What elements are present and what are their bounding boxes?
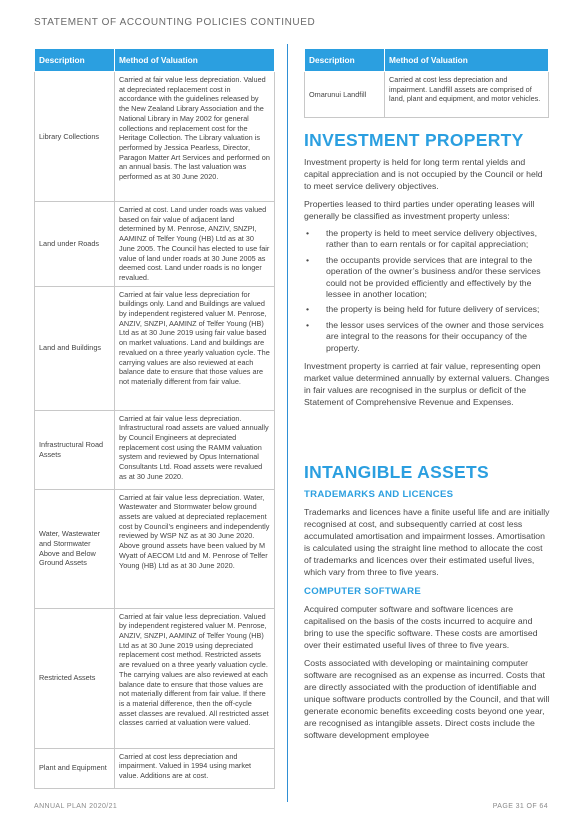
row-method: Carried at cost less depreciation and impairment. Valued in 1994 using market value. Additions are at cost. — [115, 748, 275, 788]
valuation-table-left — [34, 48, 275, 789]
table-row — [35, 608, 275, 748]
bullet-icon: • — [306, 304, 310, 315]
row-method: Carried at fair value less depreciation for buildings only. Land and Buildings are valued by independent registered valuer M. Penrose, ANZIV, SNZPI, AAMINZ of Telfer Young (HB) Ltd as at 30 June 2019 using fair value based on market valuations. Land and buildings are revalued on a three yearly valuation cycle. The carrying values are also reviewed at each balance date to ensure that those values are not materially different from fair value. — [115, 286, 275, 410]
footer-document-title: ANNUAL PLAN 2020/21 — [34, 803, 118, 810]
bullet-icon: • — [306, 254, 310, 265]
row-description: Plant and Equipment — [35, 748, 115, 788]
page-header: STATEMENT OF ACCOUNTING POLICIES CONTINUED — [34, 17, 316, 28]
trademarks-heading: TRADEMARKS AND LICENCES — [304, 489, 454, 500]
table-row — [35, 72, 275, 202]
list-item: • the lessor uses services of the owner and those services are integral to the reasons for their occupancy of the property. — [306, 319, 544, 353]
investment-property-bullet-list — [304, 228, 550, 354]
investment-property-heading: INVESTMENT PROPERTY — [304, 130, 524, 150]
column-header-description: Description — [35, 49, 115, 72]
intangible-assets-section — [304, 462, 550, 747]
intangible-assets-heading: INTANGIBLE ASSETS — [304, 462, 489, 482]
investment-property-para-1: Investment property is held for long term rental yields and capital appreciation and is not occupied by the Council or held to meet service delivery objectives. — [304, 157, 543, 191]
row-description: Omarunui Landfill — [305, 72, 385, 118]
bullet-icon: • — [306, 228, 310, 238]
table-header-row — [35, 49, 275, 72]
computer-software-heading: COMPUTER SOFTWARE — [304, 586, 422, 597]
footer-page-number: PAGE 31 OF 64 — [492, 803, 548, 810]
investment-property-para-2: Properties leased to third parties under operating leases will generally be classified as investment property unless: — [304, 199, 535, 221]
table-row — [305, 72, 549, 118]
row-description: Water, Wastewater and Stormwater Above and Below Ground Assets — [35, 489, 115, 608]
column-divider — [287, 44, 288, 802]
trademarks-para: Trademarks and licences have a finite useful life and are initially recognised at cost, and subsequently carried at cost less accumulated amortisation and impairment losses. Amortisation is calculated using the straight line method to allocate the cost of trademarks and licences over their estimated useful lives, which vary from three to five years. — [304, 507, 550, 577]
row-description: Land and Buildings — [35, 286, 115, 410]
valuation-table-right — [304, 48, 549, 118]
table-row — [35, 202, 275, 287]
computer-software-para-2: Costs associated with developing or maintaining computer software are recognised as an expense as incurred. Costs that are directly associated with the production of identifiable and unique software products controlled by the Council, and that will generate economic benefits exceeding costs beyond one year, are recognised as intangible assets. Direct costs include the software development employee — [304, 658, 550, 740]
row-method: Carried at cost less depreciation and impairment. Landfill assets are comprised of land, plant and equipment, and motor vehicles. — [385, 72, 549, 118]
list-item: • the occupants provide services that are integral to the operation of the owner’s business and/or these services could not be provided efficiently and effectively by the lessee in another location; — [306, 254, 541, 300]
bullet-icon: • — [306, 319, 310, 330]
table-row — [35, 748, 275, 788]
row-description: Infrastructural Road Assets — [35, 410, 115, 489]
column-header-method: Method of Valuation — [385, 49, 549, 72]
column-header-description: Description — [305, 49, 385, 72]
row-method: Carried at fair value less depreciation. Infrastructural road assets are valued annually by Council Engineers at depreciated replacement cost using the RAMM valuation system and reviewed by Opus International Consultants Ltd. Road assets were revalued as at 30 June 2020. — [115, 410, 275, 489]
table-row — [35, 489, 275, 608]
row-method: Carried at cost. Land under roads was valued based on fair value of adjacent land determined by M. Penrose, ANZIV, SNZPI, AAMINZ of Telfer Young (HB) Ltd as at 30 June 2005. The Council has elected to use fair value of land under roads at 30 June 2005 as deemed cost. Land under roads is no longer revalued. — [115, 202, 275, 287]
list-item: • the property is being held for future delivery of services; — [306, 304, 540, 315]
column-header-method: Method of Valuation — [115, 49, 275, 72]
computer-software-para-1: Acquired computer software and software licences are capitalised on the basis of the costs incurred to acquire and bring to use the specific software. These costs are amortised over their estimated useful lives of three to five years. — [304, 604, 538, 650]
list-item: • the property is held to meet service delivery objectives, rather than to earn rentals or for capital appreciation; — [306, 228, 538, 250]
row-method: Carried at fair value less depreciation. Water, Wastewater and Stormwater below ground assets are valued at depreciated replacement cost by Council’s engineers and independently reviewed by WSP NZ as at 30 June 2020. Above ground assets have been valued by M Wyatt of AECOM Ltd and M. Penrose of Telfer Young (HB) Ltd as at 30 June 2020. — [115, 489, 275, 608]
investment-property-para-3: Investment property is carried at fair value, representing open market value determined annually by external valuers. Changes in fair values are recognised in the surplus or deficit of the Statement of Comprehensive Revenue and Expenses. — [304, 361, 550, 408]
row-description: Library Collections — [35, 72, 115, 202]
table-row — [35, 286, 275, 410]
table-header-row — [305, 49, 549, 72]
row-method: Carried at fair value less depreciation. Valued at depreciated replacement cost in accordance with the guidelines released by the New Zealand Library Association and the National Library in May 2002 for general collections and replacement cost for the Heritage Collection. The Library valuation is performed by Jessica Pearless, Director, Paragon Matter Art Services and performed on an annual basis. The last valuation was performed as at 30 June 2020. — [115, 72, 275, 202]
row-method: Carried at fair value less depreciation. Valued by independent registered valuer M. Penrose, ANZIV, SNZPI, AAMINZ of Telfer Young (HB) Ltd as at 30 June 2019 using depreciated replacement cost method. Restricted assets are revalued on a three yearly valuation cycle. The carrying values are also reviewed at each balance date to ensure that those values are not materially different from fair value. If there is a material difference, then the off-cycle asset classes are revalued. All restricted asset classes carried at valuation were valued. — [115, 608, 275, 748]
investment-property-section — [304, 130, 550, 414]
row-description: Land under Roads — [35, 202, 115, 287]
row-description: Restricted Assets — [35, 608, 115, 748]
table-row — [35, 410, 275, 489]
